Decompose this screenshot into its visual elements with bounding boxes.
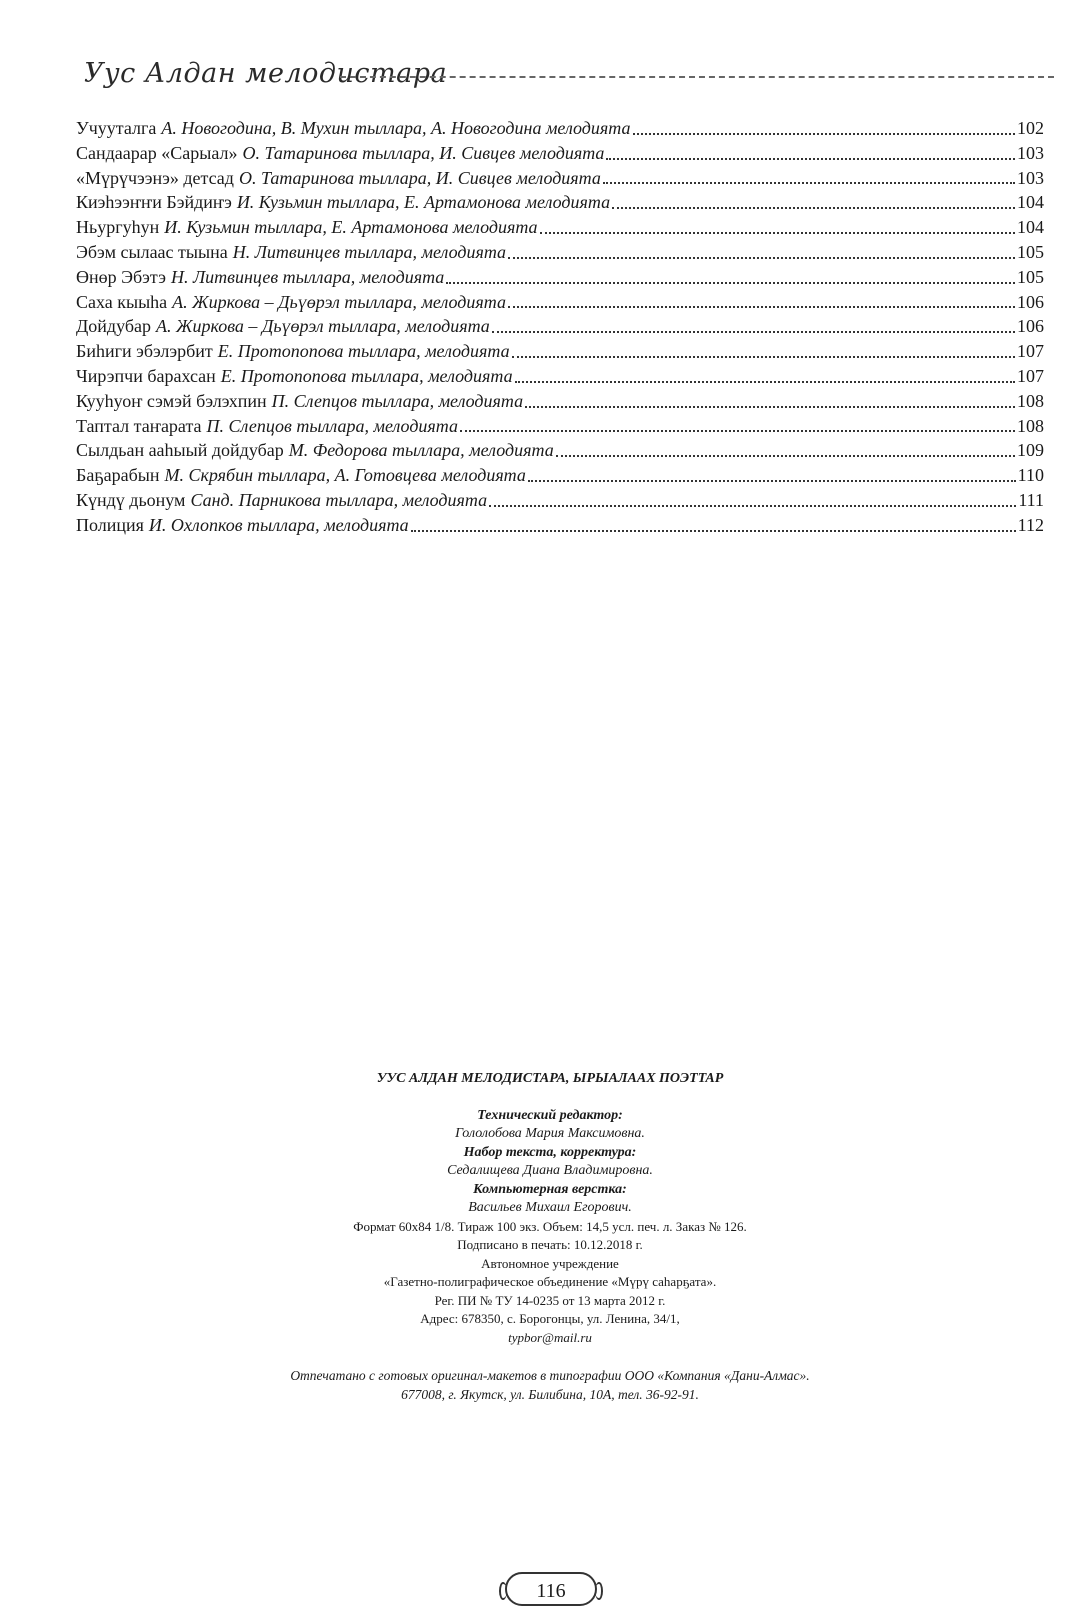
toc-entry-title: Киэһээҥҥи Бэйдиҥэ — [76, 192, 232, 213]
toc-entry-credits: А. Жиркова – Дьүөрэл тыллара, мелодията — [155, 316, 490, 337]
tech-editor-name: Гололобова Мария Максимовна. — [455, 1126, 645, 1141]
table-of-contents — [76, 116, 1044, 538]
toc-entry-credits: Н. Литвинцев тыллара, мелодията — [170, 266, 445, 287]
signed-line: Подписано в печать: 10.12.2018 г. — [457, 1237, 643, 1252]
toc-leader-dots — [515, 381, 1015, 383]
print-note — [150, 1367, 950, 1404]
toc-entry — [76, 488, 1044, 513]
toc-entry-title: Сандаарар «Сарыал» — [76, 142, 238, 163]
toc-entry-title: Биһиги эбэлэрбит — [76, 341, 213, 362]
toc-leader-dots — [603, 182, 1015, 184]
toc-entry-page: 103 — [1017, 167, 1044, 188]
format-line: Формат 60х84 1/8. Тираж 100 экз. Объем: 14,5 усл. печ. л. Заказ № 126. — [353, 1218, 747, 1234]
page-number: 116 — [505, 1572, 597, 1606]
imprint — [150, 1070, 950, 1404]
institution-line: Автономное учреждение — [481, 1255, 619, 1271]
toc-entry-page: 111 — [1018, 489, 1044, 510]
toc-entry-title: Күндү дьонум — [76, 489, 186, 510]
book-title: УУС АЛДАН МЕЛОДИСТАРА, ЫРЫАЛААХ ПОЭТТАР — [376, 1071, 724, 1086]
email-line: typbor@mail.ru — [508, 1329, 592, 1345]
toc-entry-title: Дойдубар — [76, 316, 151, 337]
toc-entry-page: 104 — [1017, 217, 1044, 238]
toc-entry-page: 108 — [1017, 415, 1044, 436]
toc-entry-title: Өнөр Эбэтэ — [76, 266, 166, 287]
typing-label: Набор текста, корректура: — [463, 1144, 637, 1160]
toc-entry — [76, 389, 1044, 414]
toc-entry-page: 106 — [1017, 291, 1044, 312]
toc-entry — [76, 463, 1044, 488]
header-title: Уус Алдан мелодистара — [84, 58, 448, 89]
toc-entry — [76, 116, 1044, 141]
toc-entry — [76, 339, 1044, 364]
toc-entry — [76, 438, 1044, 463]
toc-entry-credits: И. Охлопков тыллара, мелодията — [148, 514, 409, 535]
toc-entry-credits: А. Новогодина, В. Мухин тыллара, А. Новогодина мелодията — [161, 118, 631, 138]
toc-entry-page: 102 — [1017, 118, 1044, 138]
layout-label: Компьютерная верстка: — [473, 1181, 627, 1197]
toc-entry-title: Учууталга — [76, 118, 157, 138]
toc-entry-title: Кууһуоҥ сэмэй бэлэхпин — [76, 390, 267, 411]
toc-leader-dots — [508, 306, 1015, 308]
toc-leader-dots — [556, 455, 1015, 457]
toc-leader-dots — [612, 207, 1015, 209]
toc-entry-title: Баҕарабын — [76, 465, 160, 486]
toc-entry-credits: М. Федорова тыллара, мелодията — [288, 440, 554, 461]
toc-leader-dots — [492, 331, 1015, 333]
toc-leader-dots — [512, 356, 1015, 358]
registration-line: Рег. ПИ № ТУ 14-0235 от 13 марта 2012 г. — [434, 1292, 666, 1308]
toc-entry-title: Сылдьан ааһыый дойдубар — [76, 440, 284, 461]
toc-leader-dots — [489, 505, 1016, 507]
toc-entry-credits: П. Слепцов тыллара, мелодията — [271, 390, 524, 411]
toc-entry — [76, 414, 1044, 439]
toc-entry-page: 110 — [1017, 465, 1044, 486]
toc-entry-page: 103 — [1017, 142, 1044, 163]
toc-leader-dots — [528, 480, 1016, 482]
toc-entry-page: 109 — [1017, 440, 1044, 461]
toc-entry — [76, 364, 1044, 389]
toc-entry-page: 105 — [1017, 266, 1044, 287]
toc-entry — [76, 265, 1044, 290]
toc-entry — [76, 141, 1044, 166]
toc-leader-dots — [540, 232, 1015, 234]
toc-entry — [76, 166, 1044, 191]
toc-leader-dots — [633, 133, 1016, 135]
toc-leader-dots — [411, 530, 1016, 532]
toc-entry — [76, 190, 1044, 215]
print-note-line-2: 677008, г. Якутск, ул. Билибина, 10А, тел. 36-92-91. — [401, 1386, 699, 1402]
publisher-line: «Газетно-полиграфическое объединение «Мүрү саһарҕата». — [383, 1274, 717, 1289]
typing-name: Седалищева Диана Владимировна. — [447, 1163, 653, 1178]
layout-name: Васильев Михаил Егорович. — [468, 1200, 632, 1215]
toc-entry-title: Эбэм сылаас тыына — [76, 241, 228, 262]
toc-entry-credits: Е. Протопопова тыллара, мелодията — [220, 365, 513, 386]
address-line: Адрес: 678350, с. Борогонцы, ул. Ленина, 34/1, — [420, 1311, 680, 1326]
toc-entry — [76, 215, 1044, 240]
toc-entry-credits: Е. Протопопова тыллара, мелодията — [217, 341, 510, 362]
toc-entry-page: 106 — [1017, 316, 1044, 337]
toc-leader-dots — [606, 158, 1015, 160]
toc-leader-dots — [525, 406, 1015, 408]
toc-entry-page: 107 — [1017, 341, 1044, 362]
toc-entry-title: «Мүрүчээнэ» детсад — [76, 167, 234, 188]
toc-leader-dots — [460, 430, 1015, 432]
toc-leader-dots — [508, 257, 1015, 259]
toc-entry-title: Таптал таҥарата — [76, 415, 202, 436]
toc-entry-page: 112 — [1017, 514, 1044, 535]
toc-leader-dots — [446, 282, 1015, 284]
header-divider — [340, 76, 1054, 78]
toc-entry — [76, 240, 1044, 265]
toc-entry — [76, 290, 1044, 315]
running-header — [64, 52, 1054, 102]
toc-entry-credits: П. Слепцов тыллара, мелодията — [206, 415, 459, 436]
toc-entry-title: Саха кыыһа — [76, 291, 168, 312]
toc-entry-credits: О. Татаринова тыллара, И. Сивцев мелодията — [242, 142, 605, 163]
toc-entry-page: 105 — [1017, 241, 1044, 262]
tech-editor-label: Технический редактор: — [477, 1107, 623, 1123]
toc-entry-credits: А. Жиркова – Дьүөрэл тыллара, мелодията — [172, 291, 506, 312]
toc-entry-credits: И. Кузьмин тыллара, Е. Артамонова мелодията — [236, 192, 611, 213]
toc-entry-page: 104 — [1017, 192, 1044, 213]
toc-entry-credits: О. Татаринова тыллара, И. Сивцев мелодията — [238, 167, 601, 188]
toc-entry-credits: М. Скрябин тыллара, А. Готовцева мелодията — [164, 465, 526, 486]
toc-entry — [76, 513, 1044, 538]
toc-entry-credits: Санд. Парникова тыллара, мелодията — [190, 489, 488, 510]
print-note-line-1: Отпечатано с готовых оригинал-макетов в типографии ООО «Компания «Дани-Алмас». — [290, 1368, 810, 1383]
toc-entry-credits: И. Кузьмин тыллара, Е. Артамонова мелодията — [164, 217, 538, 238]
toc-entry-title: Полиция — [76, 514, 144, 535]
toc-entry-title: Ньургуһун — [76, 217, 160, 238]
toc-entry-page: 107 — [1017, 365, 1044, 386]
toc-entry-credits: Н. Литвинцев тыллара, мелодията — [232, 241, 507, 262]
toc-entry — [76, 314, 1044, 339]
toc-entry-title: Чирэпчи барахсан — [76, 365, 216, 386]
toc-entry-page: 108 — [1017, 390, 1044, 411]
